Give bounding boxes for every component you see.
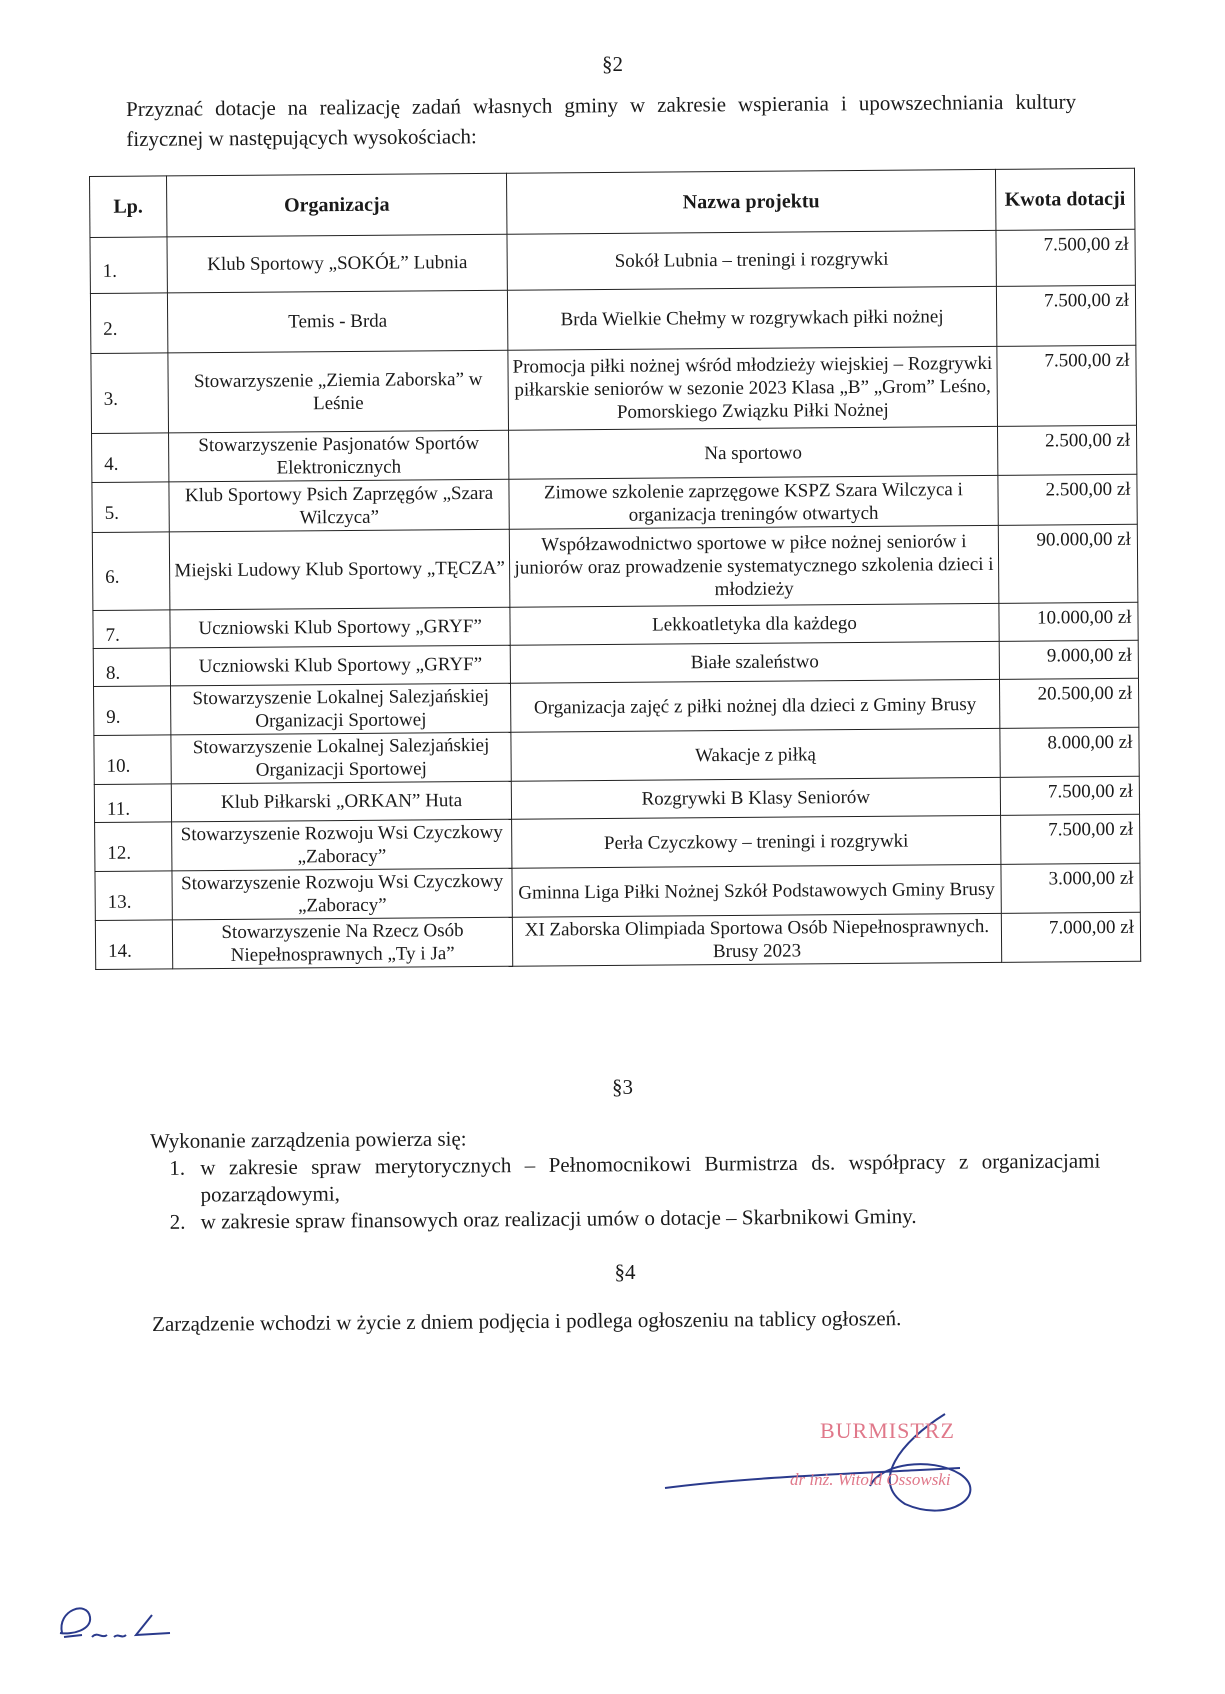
cell-organization: Stowarzyszenie Lokalnej Salezjańskiej Organizacji Sportowej: [170, 683, 511, 735]
table-row: [95, 912, 1140, 969]
cell-organization: Uczniowski Klub Sportowy „GRYF”: [170, 607, 511, 648]
cell-amount: 7.500,00 zł: [996, 285, 1136, 346]
cell-amount: 7.500,00 zł: [1000, 814, 1140, 864]
cell-organization: Klub Sportowy „SOKÓŁ” Lubnia: [167, 234, 508, 293]
table-row: [92, 425, 1137, 482]
cell-lp: 12.: [95, 822, 172, 872]
section-4-heading: §4: [614, 1260, 636, 1284]
mayor-stamp-signature: [660, 1412, 1050, 1542]
table-row: [90, 229, 1135, 293]
cell-project: Promocja piłki nożnej wśród młodzieży wiejskiej – Rozgrywki piłkarskie seniorów w sezonie 2023 Klasa „B” „Grom” Leśno, Pomorskiego Związku Piłki Nożnej: [508, 346, 997, 430]
table-body: [90, 229, 1141, 969]
cell-project: Zimowe szkolenie zaprzęgowe KSPZ Szara Wilczyca i organizacja treningów otwartych: [509, 475, 998, 529]
execution-list: [150, 1148, 1101, 1236]
cell-amount: 90.000,00 zł: [998, 524, 1138, 603]
cell-organization: Temis - Brda: [167, 290, 508, 353]
table-row: [94, 678, 1139, 735]
cell-lp: 4.: [92, 433, 169, 483]
cell-project: Organizacja zajęć z piłki nożnej dla dzieci z Gminy Brusy: [511, 679, 999, 732]
grants-table-wrapper: [89, 168, 1145, 970]
cell-organization: Stowarzyszenie Lokalnej Salezjańskiej Organizacji Sportowej: [171, 732, 512, 784]
cell-amount: 9.000,00 zł: [999, 640, 1139, 679]
cell-lp: 5.: [92, 482, 169, 533]
cell-project: Białe szaleństwo: [511, 641, 999, 683]
cell-project: Perła Czyczkowy – treningi i rozgrywki: [512, 815, 1000, 868]
cell-project: Lekkoatletyka dla każdego: [510, 603, 998, 645]
final-paragraph: Zarządzenie wchodzi w życie z dniem podjęcia i podlega ogłoszeniu na tablicy ogłoszeń.: [152, 1306, 902, 1336]
cell-project: Brda Wielkie Chełmy w rozgrywkach piłki nożnej: [508, 286, 997, 350]
cell-lp: 9.: [94, 686, 171, 736]
cell-amount: 20.500,00 zł: [999, 678, 1139, 728]
cell-organization: Klub Piłkarski „ORKAN” Huta: [171, 781, 512, 822]
execution-paragraph: [150, 1121, 1101, 1236]
header-organization: Organizacja: [166, 173, 507, 237]
table-row: [90, 285, 1135, 353]
execution-item: 1. w zakresie spraw merytorycznych – Pełnomocnikowi Burmistrza ds. współpracy z organizacjami pozarządowymi,: [190, 1148, 1100, 1209]
table-row: [95, 814, 1140, 871]
cell-lp: 14.: [95, 920, 172, 970]
cell-project: Wakacje z piłką: [511, 728, 999, 781]
table-row: [92, 474, 1137, 532]
cell-amount: 10.000,00 zł: [998, 602, 1138, 641]
cell-lp: 7.: [93, 610, 170, 649]
header-lp: Lp.: [90, 176, 167, 238]
header-amount: Kwota dotacji: [995, 168, 1135, 230]
cell-organization: Stowarzyszenie „Ziemia Zaborska” w Leśnie: [168, 350, 509, 433]
cell-lp: 11.: [94, 784, 171, 823]
cell-lp: 8.: [93, 648, 170, 687]
table-row: [91, 345, 1137, 433]
cell-organization: Klub Sportowy Psich Zaprzęgów „Szara Wilczyca”: [169, 479, 510, 532]
execution-item: 2. w zakresie spraw finansowych oraz realizacji umów o dotacje – Skarbnikowi Gminy.: [191, 1202, 1101, 1236]
cell-project: XI Zaborska Olimpiada Sportowa Osób Niepełnosprawnych. Brusy 2023: [513, 913, 1001, 966]
cell-organization: Stowarzyszenie Pasjonatów Sportów Elektronicznych: [168, 430, 509, 482]
cell-project: Na sportowo: [509, 426, 997, 479]
cell-lp: 6.: [92, 532, 169, 611]
grants-table: [89, 168, 1141, 970]
cell-lp: 13.: [95, 871, 172, 921]
cell-project: Współzawodnictwo sportowe w piłce nożnej seniorów i juniorów oraz prowadzenie systematycznego szkolenia dzieci i młodzieży: [510, 525, 999, 607]
stamp-title: BURMISTRZ: [820, 1418, 955, 1443]
cell-organization: Miejski Ludowy Klub Sportowy „TĘCZA”: [169, 529, 510, 610]
cell-amount: 2.500,00 zł: [997, 474, 1137, 525]
cell-project: Gminna Liga Piłki Nożnej Szkół Podstawowych Gminy Brusy: [512, 864, 1000, 917]
cell-amount: 7.500,00 zł: [1000, 776, 1140, 815]
execution-lead: Wykonanie zarządzenia powierza się:: [150, 1126, 467, 1153]
cell-project: Sokół Lubnia – treningi i rozgrywki: [507, 230, 996, 290]
cell-lp: 3.: [91, 353, 168, 434]
initials-signature: [52, 1595, 192, 1665]
section-2-heading: §2: [602, 52, 623, 76]
cell-lp: 10.: [94, 735, 171, 785]
cell-organization: Uczniowski Klub Sportowy „GRYF”: [170, 645, 511, 686]
table-row: [92, 524, 1138, 610]
cell-amount: 3.000,00 zł: [1000, 863, 1140, 913]
cell-organization: Stowarzyszenie Rozwoju Wsi Czyczkowy „Zaboracy”: [171, 819, 512, 871]
cell-lp: 1.: [90, 237, 167, 294]
cell-project: Rozgrywki B Klasy Seniorów: [512, 777, 1000, 819]
cell-organization: Stowarzyszenie Rozwoju Wsi Czyczkowy „Zaboracy”: [172, 868, 513, 920]
table-row: [95, 863, 1140, 920]
initials-stroke: [52, 1595, 192, 1665]
cell-amount: 7.000,00 zł: [1001, 912, 1141, 962]
intro-paragraph: Przyznać dotacje na realizację zadań własnych gminy w zakresie wspierania i upowszechniania kultury fizycznej w następujących wysokościach:: [126, 89, 1077, 151]
header-project: Nazwa projektu: [507, 169, 996, 234]
stamp-name: dr inż. Witold Ossowski: [790, 1470, 951, 1489]
table-header-row: [90, 168, 1135, 237]
cell-amount: 2.500,00 zł: [997, 425, 1137, 475]
cell-lp: 2.: [90, 293, 167, 354]
cell-amount: 8.000,00 zł: [999, 727, 1139, 777]
cell-organization: Stowarzyszenie Na Rzecz Osób Niepełnosprawnych „Ty i Ja”: [172, 917, 513, 969]
table-row: [94, 727, 1139, 784]
cell-amount: 7.500,00 zł: [996, 345, 1136, 426]
cell-amount: 7.500,00 zł: [995, 229, 1135, 286]
section-3-heading: §3: [612, 1075, 633, 1099]
